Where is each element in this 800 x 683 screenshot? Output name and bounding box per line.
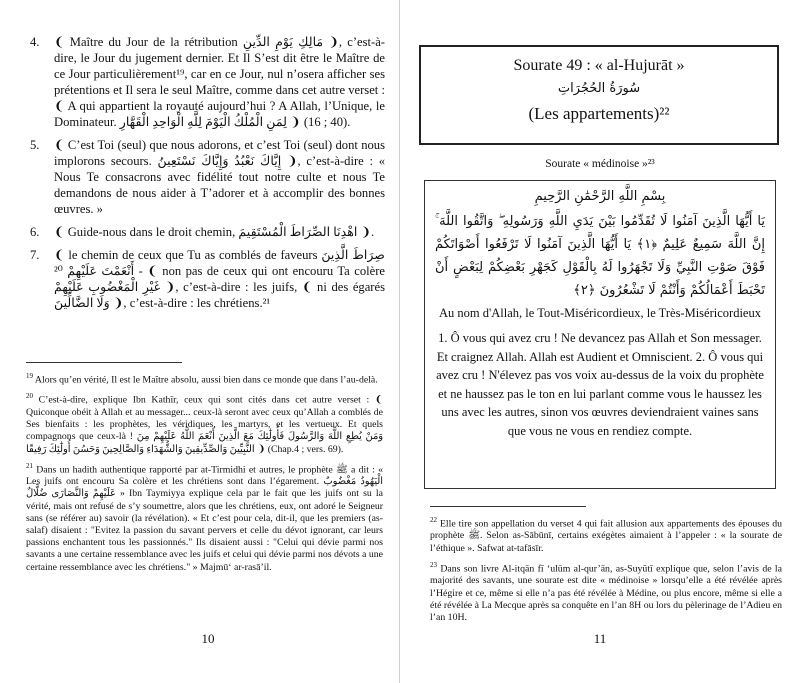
verse-box xyxy=(424,180,776,489)
footnote-number: 19 xyxy=(26,372,33,380)
footnote xyxy=(26,370,383,386)
verse-item xyxy=(30,34,385,130)
verse-text: ❨ Maître du Jour de la rétribution مَالِكِ يَوْمِ الدِّينِ ❩, c’est-à-dire, le Jour du jugement dernier. Et Il S’est dit être le Maître de ce Jour particulièrement¹⁹, car en ce Jour, nul n’osera afficher ses prétentions et Il sera le seul Maître, comme dans cet autre verset : ❨ A qui appartient la royauté aujourd’hui ? A Allah, l’Unique, le Dominateur. لِمَنِ الْمُلْكُ الْيَوْمَ لِلَّهِ الْوَاحِدِ الْقَهَّارِ ❩ (40 ; 16). xyxy=(54,35,385,129)
arabic-verses: يَا أَيُّهَا الَّذِينَ آمَنُوا لَا تُقَدِّمُوا بَيْنَ يَدَيِ اللَّهِ وَرَسُولِهِ ۖ وَاتَّقُوا اللَّهَ ۚ إِنَّ اللَّهَ سَمِيعٌ عَلِيمٌ ﴿١﴾ يَا أَيُّهَا الَّذِينَ آمَنُوا لَا تَرْفَعُوا أَصْوَاتَكُمْ فَوْقَ صَوْتِ النَّبِيِّ وَلَا تَجْهَرُوا لَهُ بِالْقَوْلِ كَجَهْرِ بَعْضِكُمْ لِبَعْضٍ أَنْ تَحْبَطَ أَعْمَالُكُمْ وَأَنْتُمْ لَا تَشْعُرُونَ ﴿٢﴾ xyxy=(435,214,765,298)
surah-title-box xyxy=(419,45,779,145)
footnote-text: Alors qu’en vérité, Il est le Maître absolu, aussi bien dans ce monde que dans l’au-delà. xyxy=(34,374,378,386)
surah-subtitle: Sourate « médinoise »²³ xyxy=(545,158,655,170)
verse-text: ❨ C’est Toi (seul) que nous adorons, et c’est Toi (seul) dont nous implorons secours. إِيَّاكَ نَعْبُدُ وَإِيَّاكَ نَسْتَعِينُ ❩, c’est-à-dire : « Nous Te consacrons avec fidélité tout notre culte et nous Te demandons de nous aider à T’adorer et à accomplir des bonnes œuvres. » xyxy=(54,138,385,216)
footnote-number: 23 xyxy=(430,560,437,569)
footnote-number: 20 xyxy=(26,392,33,401)
footnote xyxy=(430,514,782,555)
bismillah-arabic: بِسْمِ اللَّهِ الرَّحْمَٰنِ الرَّحِيمِ xyxy=(534,189,666,204)
footnote-rule xyxy=(430,506,586,507)
basmala-translation: Au nom d'Allah, le Tout-Miséricordieux, le Très-Miséricordieux xyxy=(439,306,761,320)
surah-title: Sourate 49 : « al-Hujurāt » xyxy=(513,57,685,74)
footnote xyxy=(26,390,383,455)
page-number: 11 xyxy=(593,631,607,646)
footnote-number: 22 xyxy=(430,516,437,524)
verse-list xyxy=(30,34,385,318)
footnote-number: 21 xyxy=(26,461,33,470)
verse-item xyxy=(30,247,385,311)
footnote xyxy=(26,460,383,574)
verse-number: 7. xyxy=(30,248,40,262)
surah-title-arabic: سُورَةُ الحُجُرَاتِ xyxy=(557,81,641,96)
verse-item xyxy=(30,224,385,240)
verse-number: 4. xyxy=(30,35,40,49)
footnote xyxy=(430,559,782,624)
footnotes xyxy=(430,514,782,628)
verse-text: ❨ le chemin de ceux que Tu as comblés de faveurs صِرَاطَ الَّذِينَ أَنْعَمْتَ عَلَيْهِمْ ²⁰ - ❨ non pas de ceux qui ont encouru Ta colère غَيْرِ الْمَغْضُوبِ عَلَيْهِمْ ❩, c’est-à-dire : les juifs, ❨ ni des égarés وَلَا الضَّالِّينَ ❩, c’est-à-dire : les chrétiens.²¹ xyxy=(54,248,385,310)
surah-title-translation: (Les appartements)²² xyxy=(528,104,670,123)
footnote-text: Dans son livre Al-itqān fī ‘ulūm al-qur’ān, as-Suyūtī explique que, selon l’avis de la majorité des savants, une sourate est dite « médinoise » lorsqu’elle a été révélée après l’Hégire et ce, même si elle n’a pas été révélée à Médine, ou plus encore, même si elle a été révélée à La Mecque après sa conquête en l’an 8H ou lors du pèlerinage de l’Adieu en l’an 10H. xyxy=(430,563,782,623)
verse-number: 6. xyxy=(30,225,40,239)
footnote-rule xyxy=(26,362,182,363)
footnote-text: Elle tire son appellation du verset 4 qui fait allusion aux appartements des épouses du prophète ﷺ. Selon as-Sābūnī, certains exégètes aimaient à l’appeler : « la sourate de l’éthique ». Safwat at-tafāsīr. xyxy=(430,518,783,554)
verse-translation: 1. Ô vous qui avez cru ! Ne devancez pas Allah et Son messager. Et craignez Allah. Allah est Audient et Omniscient. 2. Ô vous qui avez cru ! N'élevez pas vos voix au-dessus de la voix du prophète et ne haussez pas le ton en lui parlant comme vous le haussez les uns avec les autres, sinon vos œuvres deviendraient vaines sans que vous ne vous en rendiez compte. xyxy=(436,331,764,438)
verse-text: ❨ Guide-nous dans le droit chemin, اهْدِنَا الصِّرَاطَ الْمُسْتَقِيمَ ❩. xyxy=(54,225,375,239)
footnote-text: Dans un hadith authentique rapporté par at-Tirmidhi et autres, le prophète ﷺ a dit : « Les juifs ont encouru Sa colère et les chrétiens sont dans l’égarement. الْيَهُودُ مَغْضُوبٌ عَلَيْهِمْ وَالنَّصَارَى ضُلَّالٌ » Ibn Taymiyya explique cela par le fait que les juifs ont su la vérité, mais ont refusé de s’y soumettre, alors que les chrétiens, eux, ont adoré le Seigneur sans (se référer au) savoir (la révélation). « Et c’est pour cela, dit-il, que les premiers (as-salaf) disaient : "Evitez la passion du savant pervers et celle du dévot ignorant, car leurs passions enchantent tous les passionnés." Ils disaient aussi : "Celui qui dévie parmi nos savants a une certaine ressemblance avec les juifs et celui qui dévie parmi nos dévots a une certaine ressemblance avec les chrétiens." » Majmū‘ ar-rasā’il. xyxy=(26,464,384,573)
verse-item xyxy=(30,137,385,217)
footnotes xyxy=(26,370,383,578)
verse-number: 5. xyxy=(30,138,40,152)
page-number: 10 xyxy=(201,631,215,646)
right-page xyxy=(400,0,800,683)
footnote-text: C’est-à-dire, explique Ibn Kathīr, ceux qui sont cités dans cet autre verset : ❨ Quiconque obéit à Allah et au messager... ceux-là seront avec ceux qu’Allah a comblés de Ses bienfaits : les prophètes, les véridiques, les martyrs, et les vertueux. Et quels compagnons que ceux-là ! وَمَنْ يُطِعِ اللَّهَ وَالرَّسُولَ فَأُولَٰئِكَ مَعَ الَّذِينَ أَنْعَمَ اللَّهُ عَلَيْهِمْ مِنَ النَّبِيِّينَ وَالصِّدِّيقِينَ وَالشُّهَدَاءِ وَالصَّالِحِينَ وَحَسُنَ أُولَٰئِكَ رَفِيقًا ❩ (Chap.4 ; vers. 69). xyxy=(26,394,383,455)
